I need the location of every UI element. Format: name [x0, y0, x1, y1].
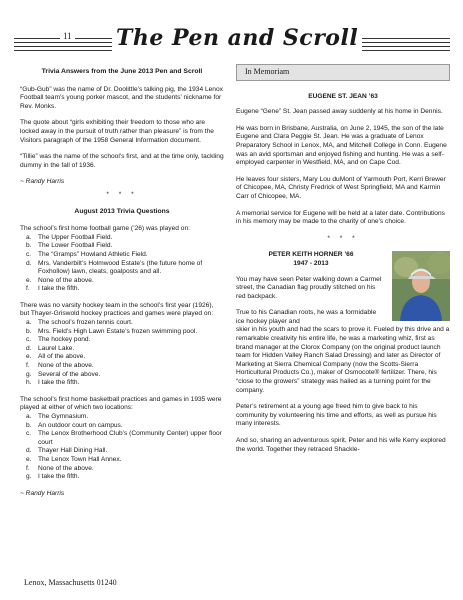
right-column [236, 64, 450, 462]
obituary-years: 1947 - 2013 [293, 259, 329, 267]
obituary-paragraph: You may have seen Peter walking down a Carmel street, the Canadian flag proudly stitched on his red backpack. [236, 275, 382, 300]
obituary-paragraph: skier in his youth and had the scars to prove it. Fueled by this drive and a remarkable creativity his entire life, he was a marketing whiz, first as brand manager at the Clorox Company (on the original product launch team for Hidden Valley Ranch Salad Dressing) and later as Director of Marketing at Sierra Chemical Company (now the Scotts-Sierra Horticultural Products Co.), maker of Osmocote® fertilizer. There, his “close to the growers” strategy was hailed as a turning point for the company. [236, 326, 450, 394]
question-1-options [20, 234, 224, 294]
obituary-name: EUGENE ST. JEAN ’63 [308, 92, 378, 100]
answer-paragraph: The quote about “girls exhibiting their freedom to those who are locked away in the pursuit of truth rather than pleasure” is from the Visitors paragraph of the 1958 General Information document. [20, 119, 214, 144]
obituary-paragraph: And so, sharing an adventurous spirit, Peter and his wife Kerry explored the world. Together they retraced Shackle- [236, 437, 446, 453]
obituary-paragraph: He leaves four sisters, Mary Lou duMont of Yarmouth Port, Kerri Brewer of Chicopee, MA, Christy Fredrick of West Springfield, MA and Karmin Carr of Chicopee, MA. [236, 175, 446, 200]
option-item: f. None of the above. [26, 464, 94, 472]
option-item: c. The hockey pond. [26, 336, 91, 344]
question-2-options [20, 319, 224, 388]
obituary-paragraph: True to his Canadian roots, he was a formidable ice hockey player and [236, 309, 377, 325]
option-item: c. The “Gramps” Howland Athletic Field. [26, 250, 148, 258]
signature: ~ Randy Harris [20, 489, 65, 497]
option-item: g. I take the fifth. [26, 473, 80, 481]
footer-location: Lenox, Massachusetts 01240 [24, 578, 117, 587]
obituary-paragraph: He was born in Brisbane, Australia, on June 2, 1945, the son of the late Eugene and Clara Peggie St. Jean. He was a graduate of Lenox Preparatory School in Lenox, MA, and Mitchell College in Conn. Eugene was an avid sportsman and enjoyed fishing and hunting. He was a self-employed carpenter in Westfield, MA, and on Cape Cod. [236, 124, 447, 167]
section-divider: * * * [327, 234, 359, 242]
portrait-photo [392, 251, 450, 321]
question-1: The school’s first home football game (’26) was played on: [20, 225, 190, 233]
answer-paragraph: “Gub-Gub” was the name of Dr. Doolittle’s talking pig, the 1934 Lenox Football team’s young porker mascot, and the students’ nickname for Rev. Monks. [20, 85, 223, 110]
section-divider: * * * [106, 190, 138, 198]
option-item: d. Laurel Lake. [26, 344, 75, 352]
trivia-questions-title: August 2013 Trivia Questions [74, 207, 170, 215]
option-item: g. Several of the above. [26, 370, 101, 378]
option-item: e. The Lenox Town Hall Annex. [26, 455, 122, 463]
masthead-text: The Pen and Scroll [116, 25, 359, 51]
horner-obituary [236, 251, 450, 454]
option-item: b. The Lower Football Field. [26, 242, 113, 250]
option-item: a. The Upper Football Field. [26, 233, 113, 241]
option-item: b. Mrs. Field’s High Lawn Estate’s frozen swimming pool. [26, 327, 198, 335]
obituary-paragraph: A memorial service for Eugene will be held at a later date. Contributions in his memory may be made to the charity of one’s choice. [236, 209, 445, 226]
option-item: f. None of the above. [26, 362, 94, 370]
trivia-answers-title: Trivia Answers from the June 2013 Pen and Scroll [41, 68, 203, 75]
option-item: b. An outdoor court on campus. [26, 421, 123, 429]
option-item: f. I take the fifth. [26, 285, 80, 293]
option-item: c. The Lenox Brotherhood Club’s (Community Center) upper floor court [26, 430, 222, 446]
masthead-bar [14, 25, 450, 60]
obituary-paragraph: Eugene “Gene” St. Jean passed away suddenly at his home in Dennis. [236, 108, 443, 116]
option-item: a. The Gymnasium. [26, 413, 89, 420]
question-3-options [20, 413, 224, 482]
obituary-name: PETER KEITH HORNER ’66 [268, 251, 354, 259]
masthead-title [112, 25, 362, 51]
option-item: a. The school’s frozen tennis court. [26, 319, 133, 327]
question-3: The school’s first home basketball practices and games in 1935 were played at either of which two locations: [20, 395, 222, 412]
option-item: h. I take the fifth. [26, 379, 80, 387]
page-number: 11 [60, 31, 75, 41]
answer-paragraph: “Tillie” was the name of the school’s first, and at the time only, tackling dummy in the fall of 1936. [20, 153, 224, 169]
option-item: d. Mrs. Vanderbilt’s Holmwood Estate’s (the future home of Foxhollow) lawn, cleats, goalposts and all. [26, 259, 203, 276]
option-item: d. Thayer Hall Dining Hall. [26, 447, 108, 455]
obituary-paragraph: Peter’s retirement at a young age freed him to give back to his community by volunteering his time and efforts, as well as pursue his many interests. [236, 403, 437, 428]
in-memoriam-header: In Memoriam [236, 64, 450, 81]
signature: ~ Randy Harris [20, 178, 65, 186]
left-column [20, 64, 224, 502]
option-item: e. None of the above. [26, 276, 94, 284]
question-2: There was no varsity hockey team in the school’s first year (1926), but Thayer-Griswold hockey practices and games were played on: [20, 301, 214, 318]
option-item: e. All of the above. [26, 353, 86, 361]
